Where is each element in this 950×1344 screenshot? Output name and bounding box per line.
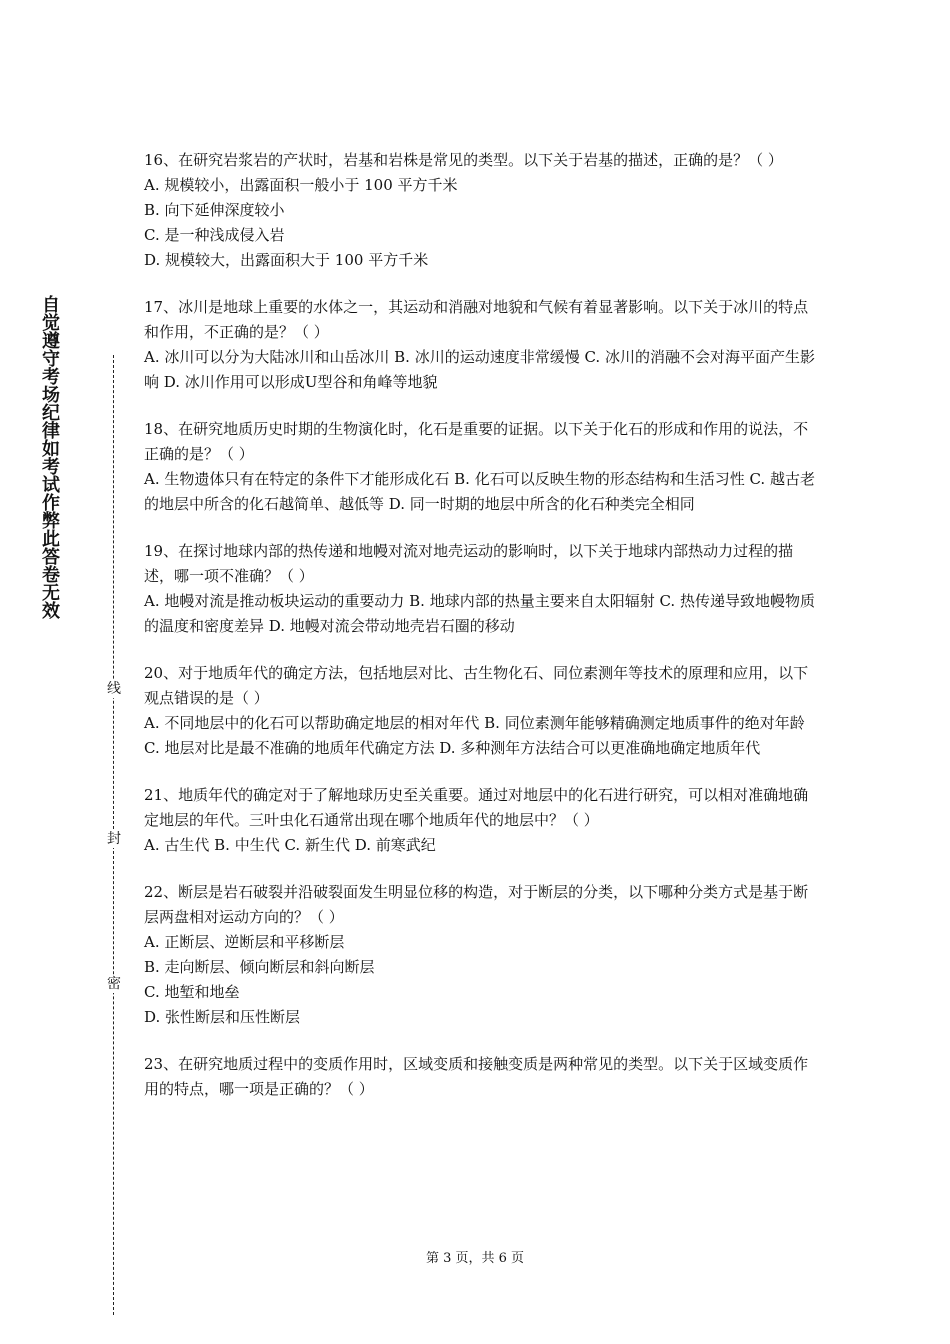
question-21: [144, 783, 816, 858]
question-22: [144, 880, 816, 1030]
cut-mark-xian: 线: [107, 681, 121, 697]
page-number: 第 3 页，共 6 页: [425, 1251, 525, 1266]
question-options: A. 冰川可以分为大陆冰川和山岳冰川 B. 冰川的运动速度非常缓慢 C. 冰川的消融不会对海平面产生影响 D. 冰川作用可以形成U型谷和角峰等地貌: [144, 348, 815, 391]
binding-notice: 自觉遵守考场纪律如考试作弊此答卷无效: [39, 295, 60, 619]
question-stem: 22、断层是岩石破裂并沿破裂面发生明显位移的构造，对于断层的分类，以下哪种分类方式是基于断层两盘相对运动方向的？（ ）: [144, 883, 809, 926]
question-list: [144, 148, 816, 1124]
option-d: D. 规模较大，出露面积大于 100 平方千米: [144, 251, 429, 269]
option-c: C. 地堑和地垒: [144, 983, 240, 1001]
option-a: A. 正断层、逆断层和平移断层: [144, 933, 345, 951]
option-b: B. 向下延伸深度较小: [144, 201, 285, 219]
question-18: [144, 417, 816, 517]
question-17: [144, 295, 816, 395]
cut-mark-feng: 封: [107, 831, 121, 847]
question-16: [144, 148, 816, 273]
question-options: A. 古生代 B. 中生代 C. 新生代 D. 前寒武纪: [144, 836, 436, 854]
question-stem: 16、在研究岩浆岩的产状时，岩基和岩株是常见的类型。以下关于岩基的描述，正确的是？（ ）: [144, 151, 783, 169]
question-stem: 23、在研究地质过程中的变质作用时，区域变质和接触变质是两种常见的类型。以下关于区域变质作用的特点，哪一项是正确的？（ ）: [144, 1055, 809, 1098]
question-19: [144, 539, 816, 639]
option-b: B. 走向断层、倾向断层和斜向断层: [144, 958, 375, 976]
question-options: A. 生物遗体只有在特定的条件下才能形成化石 B. 化石可以反映生物的形态结构和生活习性 C. 越古老的地层中所含的化石越简单、越低等 D. 同一时期的地层中所含的化石种类完全相同: [144, 470, 815, 513]
question-stem: 21、地质年代的确定对于了解地球历史至关重要。通过对地层中的化石进行研究，可以相对准确地确定地层的年代。三叶虫化石通常出现在哪个地质年代的地层中？（ ）: [144, 786, 809, 829]
option-a: A. 规模较小，出露面积一般小于 100 平方千米: [144, 176, 458, 194]
question-stem: 20、对于地质年代的确定方法，包括地层对比、古生物化石、同位素测年等技术的原理和应用，以下观点错误的是（ ）: [144, 664, 809, 707]
question-stem: 18、在研究地质历史时期的生物演化时，化石是重要的证据。以下关于化石的形成和作用的说法，不正确的是？（ ）: [144, 420, 809, 463]
option-c: C. 是一种浅成侵入岩: [144, 226, 285, 244]
question-options: A. 地幔对流是推动板块运动的重要动力 B. 地球内部的热量主要来自太阳辐射 C. 热传递导致地幔物质的温度和密度差异 D. 地幔对流会带动地壳岩石圈的移动: [144, 592, 815, 635]
question-stem: 17、冰川是地球上重要的水体之一，其运动和消融对地貌和气候有着显著影响。以下关于冰川的特点和作用，不正确的是？（ ）: [144, 298, 809, 341]
question-20: [144, 661, 816, 761]
question-stem: 19、在探讨地球内部的热传递和地幔对流对地壳运动的影响时，以下关于地球内部热动力过程的描述，哪一项不准确？（ ）: [144, 542, 794, 585]
option-d: D. 张性断层和压性断层: [144, 1008, 301, 1026]
cut-mark-mi: 密: [107, 976, 121, 992]
question-options: A. 不同地层中的化石可以帮助确定地层的相对年代 B. 同位素测年能够精确测定地质事件的绝对年龄 C. 地层对比是最不准确的地质年代确定方法 D. 多种测年方法结合可以更准确地确定地质年代: [144, 714, 805, 757]
question-23: [144, 1052, 816, 1102]
